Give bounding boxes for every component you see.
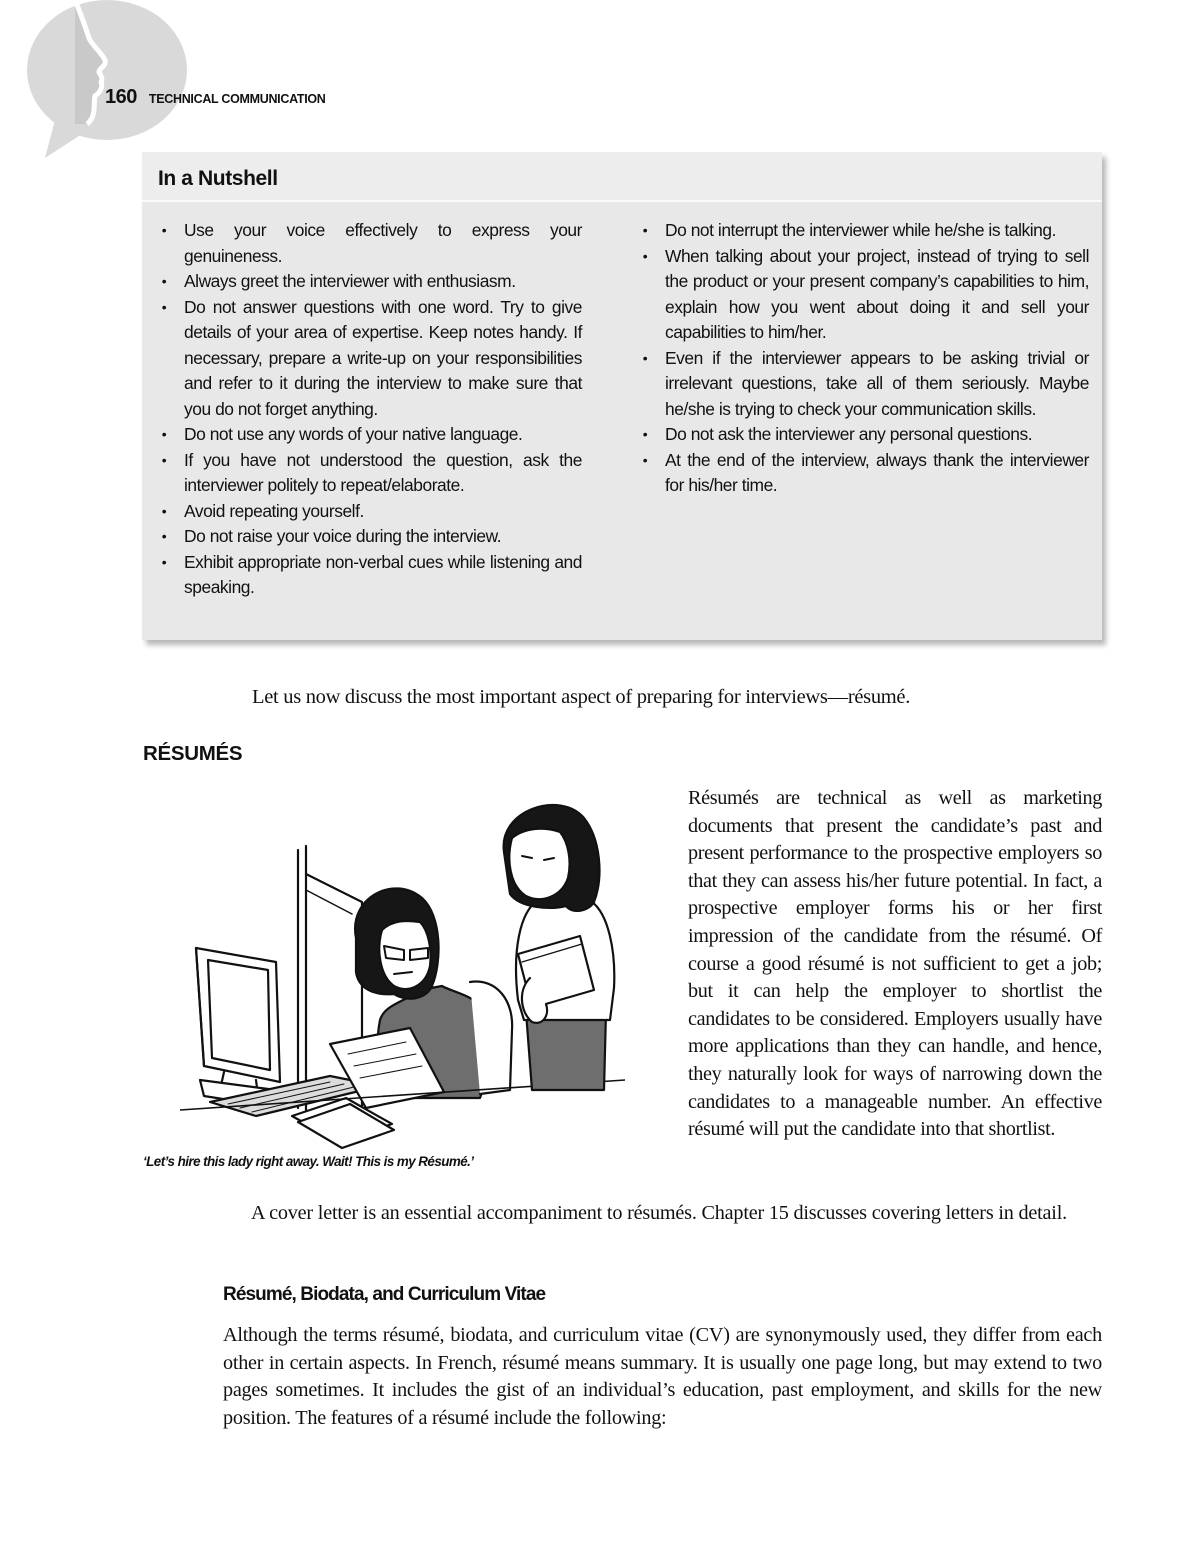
bullet-icon: • <box>642 222 648 238</box>
head-silhouette-logo <box>15 0 195 160</box>
office-illustration <box>180 790 625 1155</box>
list-item: • Exhibit appropriate non-verbal cues while listening and speaking. <box>158 550 582 601</box>
list-item: • When talking about your project, instead of trying to sell the product or your present company’s capabilities to him, explain how you went about doing it and sell your capabilities to him/her. <box>639 244 1089 346</box>
bullet-icon: • <box>642 247 648 264</box>
bullet-icon: • <box>161 528 167 544</box>
list-item: • Do not use any words of your native language. <box>158 422 582 448</box>
subsection-paragraph: Although the terms résumé, biodata, and curriculum vitae (CV) are synonymously used, they differ from each other in certain aspects. In French, résumé means summary. It is usually one page long, but may extend to two pages sometimes. It includes the gist of an individual’s education, past employment, and skills for the new position. The features of a résumé include the following: <box>223 1324 1102 1429</box>
list-item: • Do not ask the interviewer any personal questions. <box>639 422 1089 448</box>
resume-paragraph: Résumés are technical as well as marketing documents that present the candidate’s past and present performance to the prospective employers so that they can assess his/her future potential. In fact, a prospective employer forms his or her first impression of the candidate from the résumé. Of course a good résumé is not sufficient to get a job; but it can help the employer to shortlist the candidates to be considered. Employers usually have more applications than they can handle, and hence, they naturally look for ways of narrowing down the candidates to a manageable number. An effective résumé will put the candidate into that shortlist. <box>688 787 1102 1141</box>
bullet-icon: • <box>161 222 167 238</box>
nutshell-title: In a Nutshell <box>158 167 278 190</box>
bullet-icon: • <box>161 273 167 289</box>
bullet-icon: • <box>161 426 167 442</box>
bullet-icon: • <box>161 298 167 315</box>
bullet-icon: • <box>161 553 167 570</box>
nutshell-left-column <box>158 218 582 601</box>
bullet-icon: • <box>161 451 167 468</box>
list-item: • Do not raise your voice during the interview. <box>158 524 582 550</box>
cover-letter-paragraph: A cover letter is an essential accompaniment to résumés. Chapter 15 discusses covering letters in detail. <box>251 1202 1067 1224</box>
list-item: • If you have not understood the question, ask the interviewer politely to repeat/elaborate. <box>158 448 582 499</box>
list-item: • Avoid repeating yourself. <box>158 499 582 525</box>
list-item: • Even if the interviewer appears to be asking trivial or irrelevant questions, take all of them seriously. Maybe he/she is trying to check your communication skills. <box>639 346 1089 423</box>
page-number: 160 <box>105 86 137 108</box>
running-header <box>105 86 326 109</box>
bullet-icon: • <box>642 349 648 366</box>
list-item: • Do not answer questions with one word. Try to give details of your area of expertise. Keep notes handy. If necessary, prepare a write-up on your responsibilities and refer to it during the interview to make sure that you do not forget anything. <box>158 295 582 423</box>
nutshell-header <box>142 152 1102 202</box>
bullet-icon: • <box>161 502 167 519</box>
nutshell-right-column <box>639 218 1089 499</box>
lead-sentence: Let us now discuss the most important aspect of preparing for interviews—résumé. <box>252 686 911 708</box>
book-title: TECHNICAL COMMUNICATION <box>148 92 326 106</box>
subsection-heading: Résumé, Biodata, and Curriculum Vitae <box>223 1284 546 1305</box>
illustration-caption: ‘Let’s hire this lady right away. Wait! This is my Résumé.’ <box>143 1154 474 1169</box>
bullet-icon: • <box>642 426 648 442</box>
nutshell-box <box>142 152 1102 640</box>
list-item: • Use your voice effectively to express your genuineness. <box>158 218 582 269</box>
section-heading: RÉSUMÉS <box>143 742 243 765</box>
list-item: • At the end of the interview, always thank the interviewer for his/her time. <box>639 448 1089 499</box>
bullet-icon: • <box>642 451 648 468</box>
list-item: • Do not interrupt the interviewer while he/she is talking. <box>639 218 1089 244</box>
list-item: • Always greet the interviewer with enthusiasm. <box>158 269 582 295</box>
